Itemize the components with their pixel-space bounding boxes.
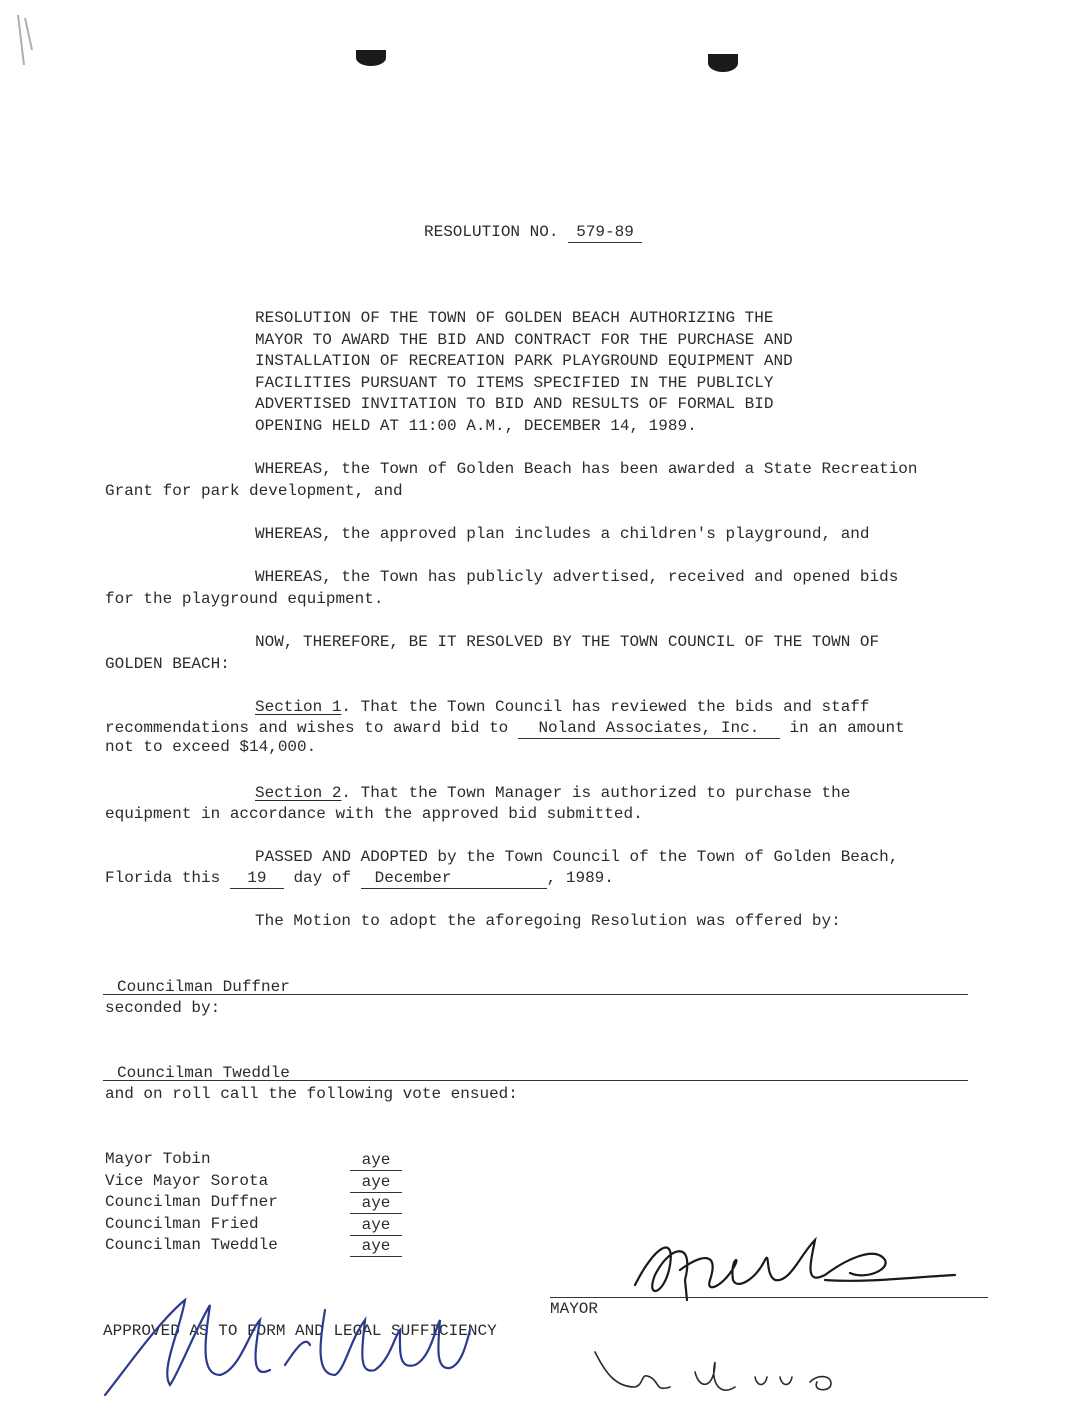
passed-florida-text: Florida this: [105, 869, 221, 887]
mayor-label: MAYOR: [550, 1300, 599, 1318]
passed-line1: PASSED AND ADOPTED by the Town Council of the Town of Golden Beach,: [255, 848, 899, 866]
offered-by-rule: [103, 994, 968, 995]
scan-mark-corner: [10, 10, 40, 70]
passed-year-text: , 1989.: [546, 869, 614, 887]
whereas-clause-3-line2: for the playground equipment.: [105, 590, 384, 608]
title-line: OPENING HELD AT 11:00 A.M., DECEMBER 14, 1989.: [255, 417, 697, 435]
title-line: ADVERTISED INVITATION TO BID AND RESULTS OF FORMAL BID: [255, 395, 774, 413]
whereas-clause-3-line1: WHEREAS, the Town has publicly advertised, received and opened bids: [255, 568, 899, 586]
title-line: FACILITIES PURSUANT TO ITEMS SPECIFIED IN THE PUBLICLY: [255, 374, 774, 392]
vote-value: aye: [350, 1215, 402, 1236]
section2-text: . That the Town Manager is authorized to purchase the: [341, 784, 851, 802]
seconded-by-rule: [103, 1080, 968, 1081]
passed-line2: [105, 868, 614, 889]
adoption-month-field: [361, 868, 547, 889]
section1-line3: not to exceed $14,000.: [105, 738, 317, 756]
vote-value: aye: [350, 1193, 402, 1214]
section2-line2: equipment in accordance with the approved bid submitted.: [105, 805, 643, 823]
section2-line1: [255, 783, 850, 803]
resolution-prefix: RESOLUTION NO.: [424, 223, 559, 241]
offered-by-value: Councilman Duffner: [117, 978, 290, 996]
adoption-day-field: 19: [230, 868, 284, 889]
vote-name: Vice Mayor Sorota: [105, 1172, 269, 1190]
resolution-number-heading: [424, 222, 642, 243]
resolved-clause-line1: NOW, THEREFORE, BE IT RESOLVED BY THE TOWN COUNCIL OF THE TOWN OF: [255, 633, 880, 651]
section1-label: Section 1: [255, 698, 342, 716]
motion-text: The Motion to adopt the aforegoing Resolution was offered by:: [255, 912, 841, 930]
attorney-signature: [100, 1290, 480, 1405]
vote-name: Mayor Tobin: [105, 1150, 211, 1168]
punch-hole-mark-left: [356, 50, 386, 66]
vote-value: aye: [350, 1236, 402, 1257]
vote-name: Councilman Duffner: [105, 1193, 278, 1211]
vote-name: Councilman Tweddle: [105, 1236, 278, 1254]
passed-dayof-text: day of: [293, 869, 352, 887]
section1-text: . That the Town Council has reviewed the bids and staff: [341, 698, 870, 716]
clerk-signature: [585, 1342, 855, 1408]
awardee-field: Noland Associates, Inc.: [518, 718, 780, 739]
whereas-clause-1-line2: Grant for park development, and: [105, 482, 403, 500]
punch-hole-mark-right: [708, 54, 738, 72]
vote-name: Councilman Fried: [105, 1215, 259, 1233]
resolution-number: 579-89: [568, 222, 642, 243]
title-line: RESOLUTION OF THE TOWN OF GOLDEN BEACH AUTHORIZING THE: [255, 309, 774, 327]
approved-as-to-form-label: APPROVED AS TO FORM AND LEGAL SUFFICIENCY: [103, 1322, 497, 1340]
section1-line2: [105, 718, 905, 739]
section1-award-text: recommendations and wishes to award bid to: [105, 719, 509, 737]
section1-amount-text: in an amount: [789, 719, 905, 737]
seconded-by-label: seconded by:: [105, 999, 221, 1017]
vote-value: aye: [350, 1150, 402, 1171]
resolved-clause-line2: GOLDEN BEACH:: [105, 655, 230, 673]
title-line: INSTALLATION OF RECREATION PARK PLAYGROUND EQUIPMENT AND: [255, 352, 793, 370]
vote-value: aye: [350, 1172, 402, 1193]
section2-label: Section 2: [255, 784, 342, 802]
whereas-clause-1-line1: WHEREAS, the Town of Golden Beach has been awarded a State Recreation: [255, 460, 918, 478]
whereas-clause-2: WHEREAS, the approved plan includes a children's playground, and: [255, 525, 870, 543]
section1-line1: [255, 697, 870, 717]
seconded-by-value: Councilman Tweddle: [117, 1064, 290, 1082]
adoption-month-value: December: [374, 869, 452, 887]
title-line: MAYOR TO AWARD THE BID AND CONTRACT FOR THE PURCHASE AND: [255, 331, 793, 349]
mayor-signature-rule: [550, 1297, 988, 1298]
roll-call-text: and on roll call the following vote ensued:: [105, 1085, 518, 1103]
